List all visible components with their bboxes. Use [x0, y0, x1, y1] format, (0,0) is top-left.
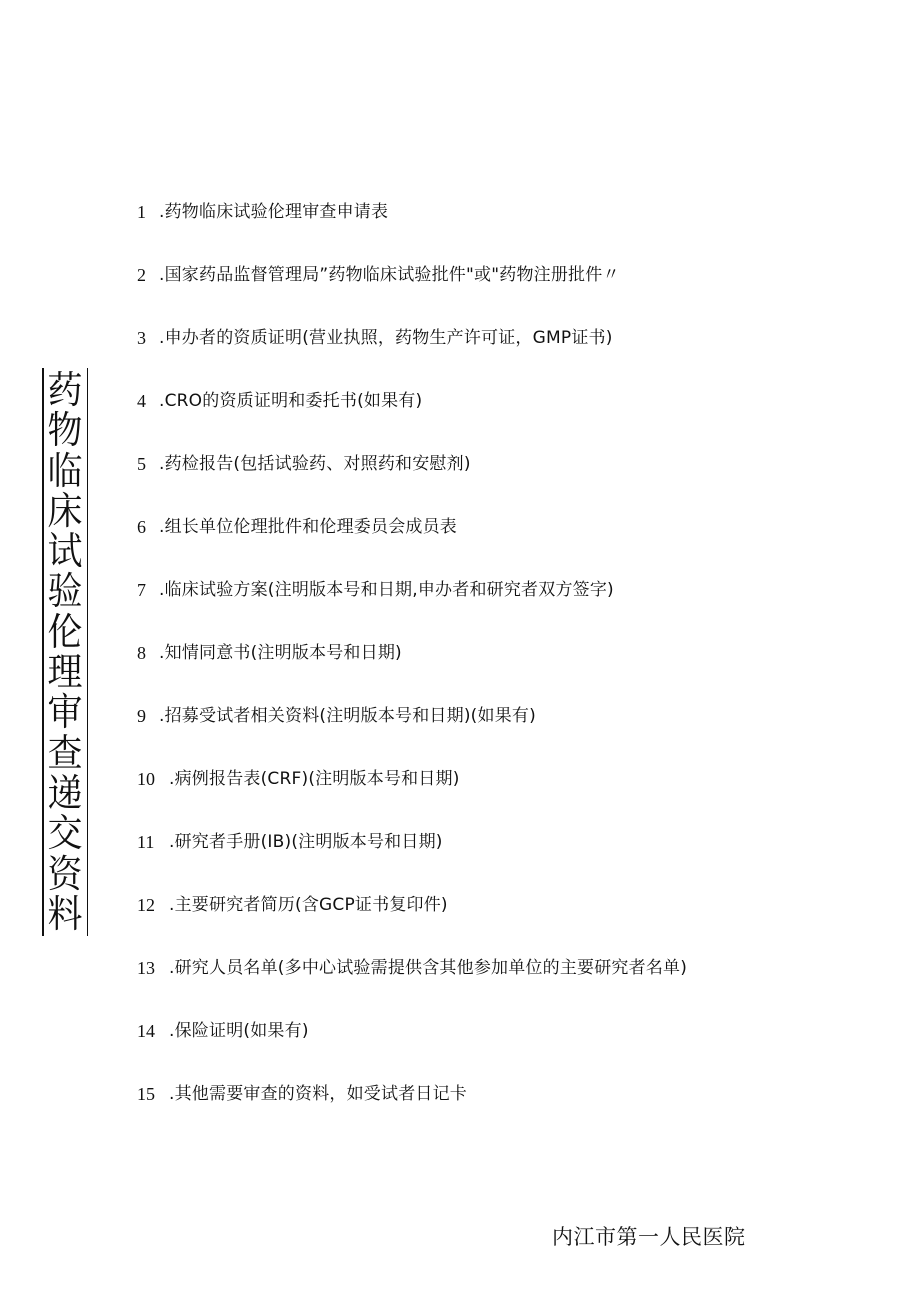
list-item [137, 199, 687, 262]
item-number: 10 [137, 769, 155, 789]
list-item [137, 388, 687, 451]
item-text: .CRO的资质证明和委托书(如果有) [159, 391, 423, 411]
item-number: 15 [137, 1084, 155, 1104]
item-number: 13 [137, 958, 155, 978]
list-item [137, 451, 687, 514]
item-text: .组长单位伦理批件和伦理委员会成员表 [159, 517, 458, 537]
title-char: 审 [48, 690, 83, 735]
list-item [137, 703, 687, 766]
submission-materials-list [137, 199, 687, 1144]
item-text: .国家药品监督管理局”药物临床试验批件"或"药物注册批件〃 [159, 265, 620, 285]
list-item [137, 829, 687, 892]
item-number: 2 [137, 265, 146, 285]
item-number: 12 [137, 895, 155, 915]
item-text: .知情同意书(注明版本号和日期) [159, 643, 402, 663]
list-item [137, 892, 687, 955]
list-item [137, 955, 687, 1018]
item-number: 4 [137, 391, 146, 411]
item-text: .病例报告表(CRF)(注明版本号和日期) [169, 769, 460, 789]
item-text: .其他需要审查的资料，如受试者日记卡 [169, 1084, 468, 1104]
title-char: 临 [48, 448, 83, 493]
title-char: 理 [48, 650, 83, 695]
list-item [137, 1018, 687, 1081]
item-text: .研究者手册(IB)(注明版本号和日期) [169, 832, 443, 852]
title-char: 验 [48, 569, 83, 614]
item-text: .保险证明(如果有) [169, 1021, 309, 1041]
institution-name: 内江市第一人民医院 [552, 1225, 746, 1249]
item-text: .主要研究者简历(含GCP证书复印件) [169, 895, 448, 915]
title-char: 药 [48, 368, 83, 412]
list-item [137, 640, 687, 703]
title-char: 递 [48, 770, 83, 815]
item-number: 9 [137, 706, 146, 726]
item-number: 8 [137, 643, 146, 663]
list-item [137, 325, 687, 388]
list-item [137, 1081, 687, 1144]
list-item [137, 577, 687, 640]
item-text: .药检报告(包括试验药、对照药和安慰剂) [159, 454, 471, 474]
title-char: 物 [48, 408, 83, 453]
list-item [137, 262, 687, 325]
list-item [137, 766, 687, 829]
item-number: 7 [137, 580, 146, 600]
item-number: 6 [137, 517, 146, 537]
title-char: 交 [48, 811, 83, 856]
item-number: 3 [137, 328, 146, 348]
title-char: 试 [48, 529, 83, 574]
item-number: 1 [137, 202, 146, 222]
title-char: 查 [48, 730, 83, 775]
title-char: 资 [48, 851, 83, 896]
item-text: .申办者的资质证明(营业执照，药物生产许可证，GMP证书) [159, 328, 613, 348]
item-text: .招募受试者相关资料(注明版本号和日期)(如果有) [159, 706, 536, 726]
vertical-document-title [42, 368, 88, 936]
item-text: .药物临床试验伦理审查申请表 [159, 202, 389, 222]
item-text: .临床试验方案(注明版本号和日期,申办者和研究者双方签字) [159, 580, 614, 600]
item-number: 14 [137, 1021, 155, 1041]
title-char: 伦 [48, 609, 83, 654]
item-number: 5 [137, 454, 146, 474]
list-item [137, 514, 687, 577]
item-number: 11 [137, 832, 155, 852]
item-text: .研究人员名单(多中心试验需提供含其他参加单位的主要研究者名单) [169, 958, 688, 978]
title-char: 床 [48, 488, 83, 533]
title-char: 料 [48, 891, 83, 936]
